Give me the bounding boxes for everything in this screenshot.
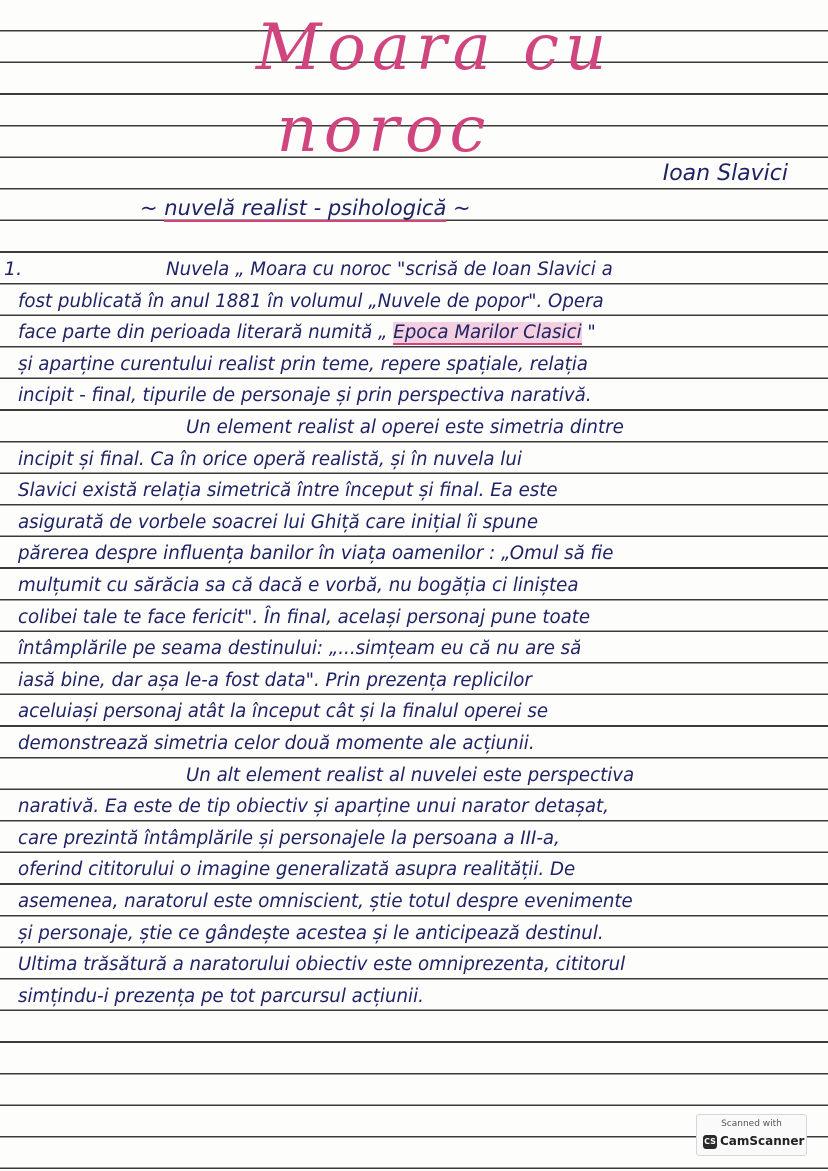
text-segment: fost publicată în anul 1881 în volumul „Nuvele de popor". Opera [18,290,604,312]
body-line [18,918,818,950]
body-line [18,854,818,886]
body-line [18,380,818,412]
text-segment: demonstrează simetria celor două momente ale acțiunii. [18,733,535,754]
text-segment: aceluiași personaj atât la început cât și la finalul operei se [18,701,549,723]
body-line [18,633,818,665]
text-segment: oferind cititorului o imagine generalizată asupra realității. De [18,859,576,881]
body-line [18,349,818,381]
text-segment: Slavici există relația simetrică între început și final. Ea este [18,480,558,502]
subtitle [140,196,471,220]
text-segment: asigurată de vorbele soacrei lui Ghiță care inițial îi spune [18,511,539,533]
text-segment: iasă bine, dar așa le-a fost data". Prin prezența replicilor [18,669,532,691]
body-line [18,286,818,318]
body-line [18,602,818,634]
highlighted-term: Epoca Marilor Clasici [393,322,582,344]
body-line [18,760,818,792]
text-segment: Un alt element realist al nuvelei este perspectiva [186,764,635,786]
text-segment: întâmplările pe seama destinului: „...simțeam eu că nu are să [18,638,582,660]
title-line-1: Moara cu [255,11,613,85]
body-line [18,791,818,823]
text-segment: colibei tale te face fericit". În final, același personaj pune toate [18,606,591,628]
body-line [18,981,818,1013]
author-name: Ioan Slavici [662,161,788,186]
camscanner-watermark [696,1114,807,1156]
text-segment: și aparține curentului realist prin teme, repere spațiale, relația [18,353,588,375]
subtitle-suffix: ~ [446,196,471,220]
text-segment: incipit - final, tipurile de personaje și prin perspectiva narativă. [18,385,592,407]
text-segment: narativă. Ea este de tip obiectiv și aparține unui narator detașat, [18,796,609,818]
text-segment: " [581,322,596,344]
text-segment: Ultima trăsătură a naratorului obiectiv este omniprezenta, cititorul [18,954,626,976]
subtitle-prefix: ~ [140,196,165,220]
body-line [18,412,818,444]
text-segment: Un element realist al operei este simetria dintre [186,417,624,438]
body-line [18,570,818,602]
body-line [18,444,818,476]
text-segment: incipit și final. Ca în orice operă realistă, și în nuvela lui [18,448,522,470]
body-line [18,475,818,507]
subtitle-text: nuvelă realist - psihologică [164,196,447,220]
text-segment: asemenea, naratorul este omniscient, știe totul despre evenimente [18,891,633,912]
body-line [18,949,818,981]
text-segment: mulțumit cu sărăcia sa că dacă e vorbă, nu bogăția ci liniștea [18,575,579,596]
body-line [18,696,818,728]
title-line-2: noroc [276,93,492,167]
body-line [18,728,818,760]
body-line [18,507,818,539]
section-number: 1. [4,258,23,280]
body-line [18,254,818,286]
body-line [18,317,818,349]
scanner-brand: CamScanner [720,1134,805,1148]
camscanner-logo-icon: CS [703,1135,717,1149]
body-line [18,665,818,697]
text-segment: face parte din perioada literară numită „ [18,322,394,344]
body-line [18,823,818,855]
text-segment: și personaje, știe ce gândește acestea și le anticipează destinul. [18,922,604,944]
text-segment: simțindu-i prezența pe tot parcursul acțiunii. [18,985,424,1007]
text-segment: părerea despre influența banilor în viața oamenilor : „Omul să fie [18,543,614,565]
body-line [18,538,818,570]
text-segment: Nuvela „ Moara cu noroc "scrisă de Ioan Slavici a [166,259,613,280]
scanner-caption: Scanned with [721,1119,782,1129]
text-segment: care prezintă întâmplările și personajele la persoana a III-a, [18,827,560,849]
body-line [18,886,818,918]
